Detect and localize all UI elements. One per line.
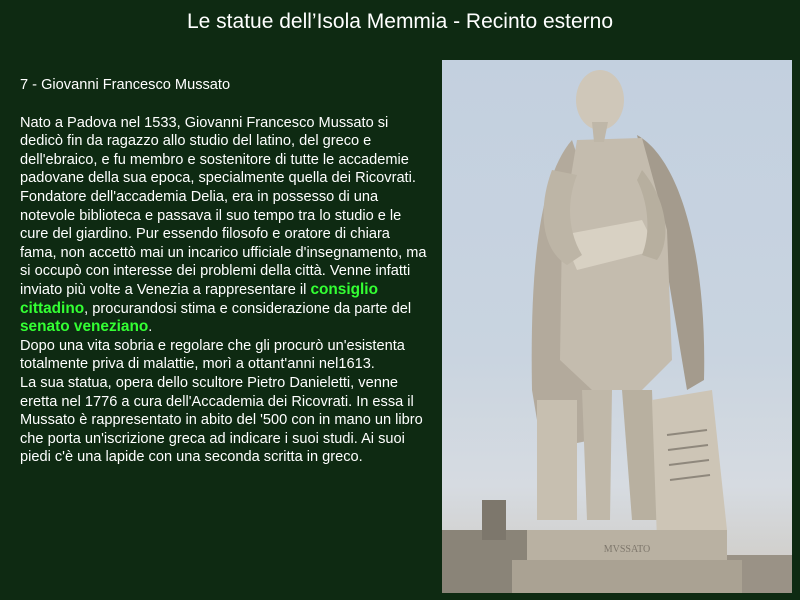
paragraph-career: Fondatore dell'accademia Delia, era in possesso di una notevole biblioteca e passava il suo tempo tra lo studio e le cure del giardino. Pur essendo filosofo e oratore di chiara fama, non accettò mai un incarico ufficiale d'insegnamento, ma si occupò con interesse dei problemi della città. Venne infatti inviato più volte a Venezia a rappresentare il xyxy=(20,188,427,298)
paragraph-statue: La sua statua, opera dello scultore Pietro Danieletti, venne eretta nel 1776 a cura dell'Accademia dei Ricovrati. In essa il Mussato è rappresentato in abito del '500 con in mano un libro che porta un'iscrizione greca ad indicare i suoi studi. Ai suoi piedi c'è una lapide con una seconda scritta in greco. xyxy=(20,374,423,466)
book-stack xyxy=(537,400,577,520)
pedestal-inscription: MVSSATO xyxy=(603,544,651,555)
link-senato-veneziano[interactable]: senato veneziano xyxy=(20,318,149,336)
paragraph-career-end: . xyxy=(148,319,153,336)
pedestal-base xyxy=(512,560,742,593)
tower-left xyxy=(482,500,506,540)
statue-illustration xyxy=(442,60,792,593)
leg-left xyxy=(582,390,612,520)
leg-right xyxy=(622,390,657,520)
head xyxy=(576,70,624,130)
slide-title: Le statue dell’Isola Memmia - Recinto esterno xyxy=(186,10,614,33)
stone-tablet xyxy=(652,390,727,540)
paragraph-death: Dopo una vita sobria e regolare che gli procurò un'esistenta totalmente priva di malattie, morì a ottant'anni nel1613. xyxy=(20,337,405,373)
neck xyxy=(592,122,608,142)
paragraph-career-cont: , procurandosi stima e considerazione da parte del xyxy=(84,300,412,317)
link-consiglio-cittadino[interactable]: consiglio cittadino xyxy=(20,280,378,317)
statue-heading: 7 - Giovanni Francesco Mussato xyxy=(20,77,231,93)
paragraph-birth: Nato a Padova nel 1533, Giovanni Francesco Mussato si dedicò fin da ragazzo allo studio del latino, del greco e dell'ebraico, e fu membro e sostenitore di tutte le accademie padovane della sua epoca, specialmente quella dei Ricovrati. xyxy=(20,114,416,187)
text-column xyxy=(20,76,430,467)
body-text xyxy=(20,114,430,467)
statue-photo xyxy=(442,60,792,593)
